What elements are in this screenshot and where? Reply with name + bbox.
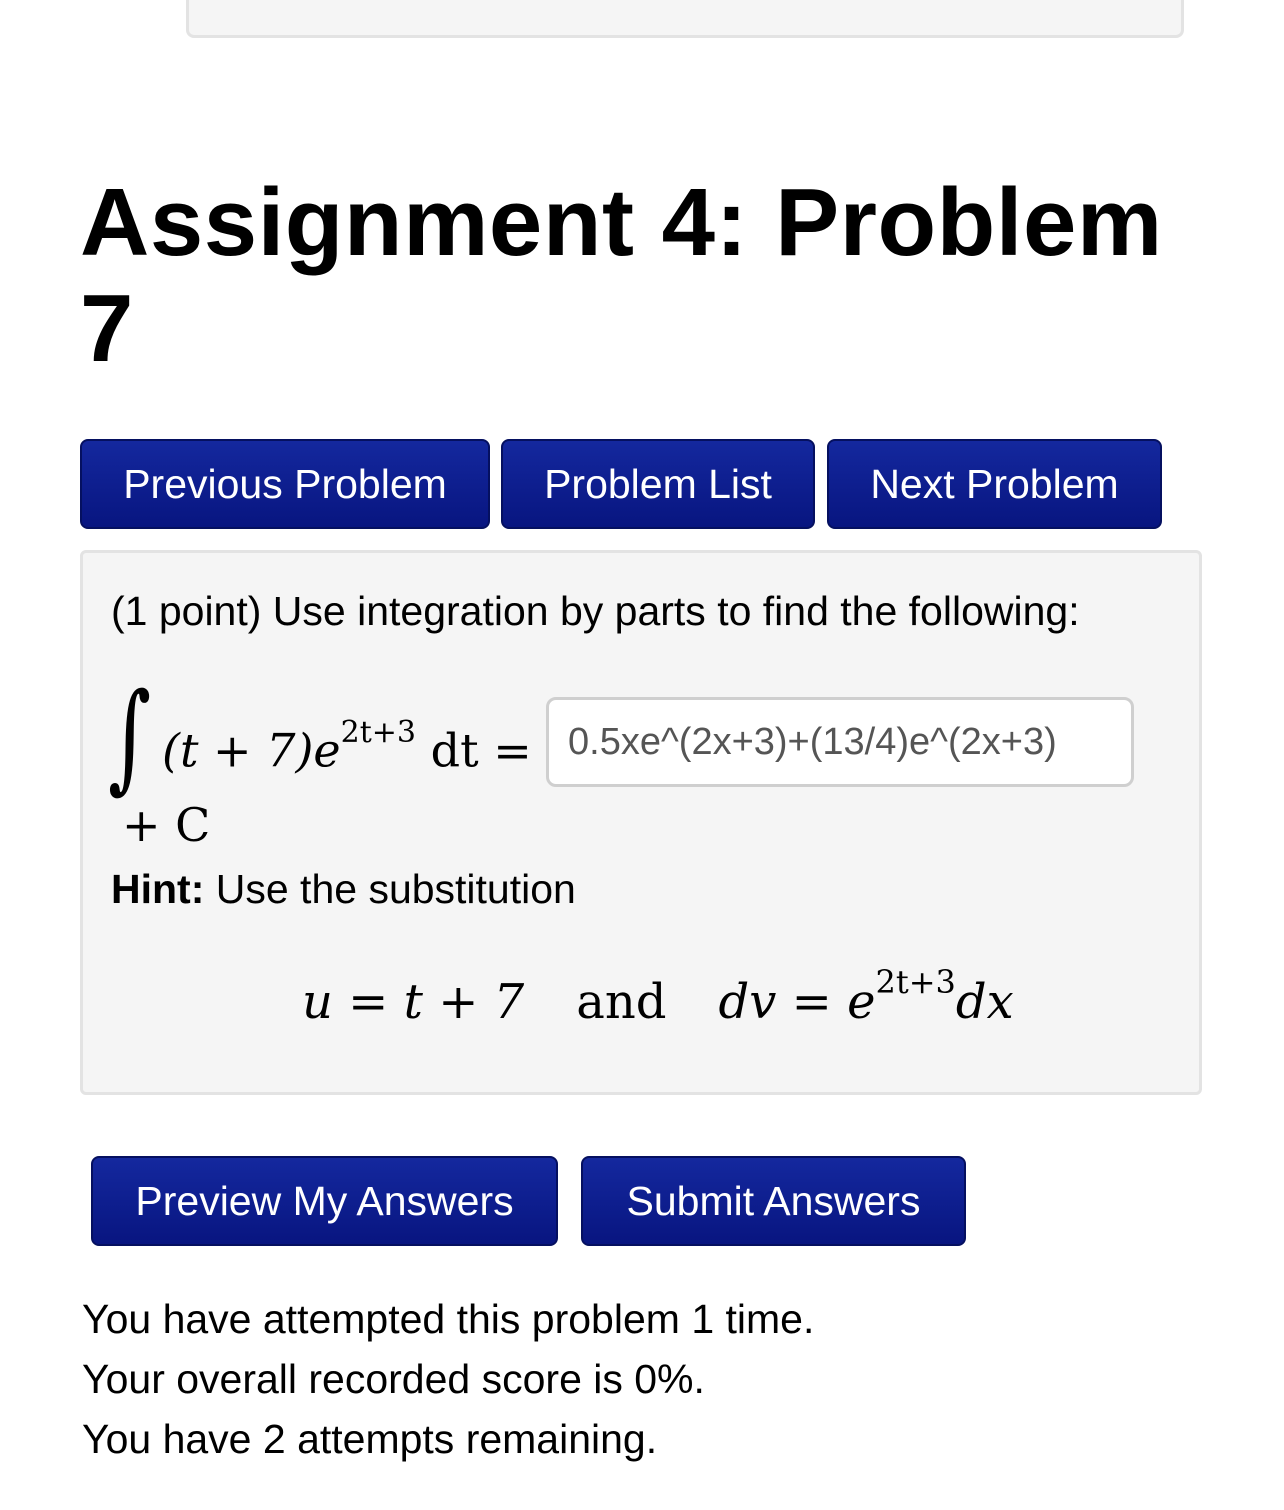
preview-answers-button[interactable]: Preview My Answers <box>91 1156 558 1246</box>
integral-expression <box>162 715 532 778</box>
problem-intro: (1 point) Use integration by parts to find the following: <box>111 588 1080 634</box>
problem-list-button[interactable]: Problem List <box>501 439 815 529</box>
previous-problem-button[interactable]: Previous Problem <box>80 439 490 529</box>
answer-input[interactable] <box>546 697 1134 787</box>
hint-label: Hint: <box>111 866 205 912</box>
substitution-dx: dx <box>955 974 1014 1030</box>
score-status: Your overall recorded score is 0%. <box>82 1356 705 1402</box>
integrand-exponent: 2t+3 <box>340 715 417 750</box>
substitution-display <box>302 960 1014 1032</box>
submit-answers-button[interactable]: Submit Answers <box>581 1156 966 1246</box>
integral-sign: ∫ <box>108 667 152 805</box>
page-title: Assignment 4: Problem 7 <box>80 169 1163 382</box>
hint <box>111 866 576 912</box>
remaining-status: You have 2 attempts remaining. <box>82 1416 658 1462</box>
substitution-and: and <box>576 974 667 1030</box>
substitution-dv: dv = e <box>718 974 876 1030</box>
integrand: (t + 7)e <box>162 723 341 778</box>
substitution-u: u = t + 7 <box>302 974 525 1030</box>
plus-constant: + C <box>122 798 211 852</box>
top-panel <box>186 0 1184 38</box>
substitution-exponent: 2t+3 <box>875 963 956 1001</box>
hint-text: Use the substitution <box>204 866 576 912</box>
differential: dt = <box>416 723 532 778</box>
attempts-status: You have attempted this problem 1 time. <box>82 1296 815 1342</box>
next-problem-button[interactable]: Next Problem <box>827 439 1162 529</box>
